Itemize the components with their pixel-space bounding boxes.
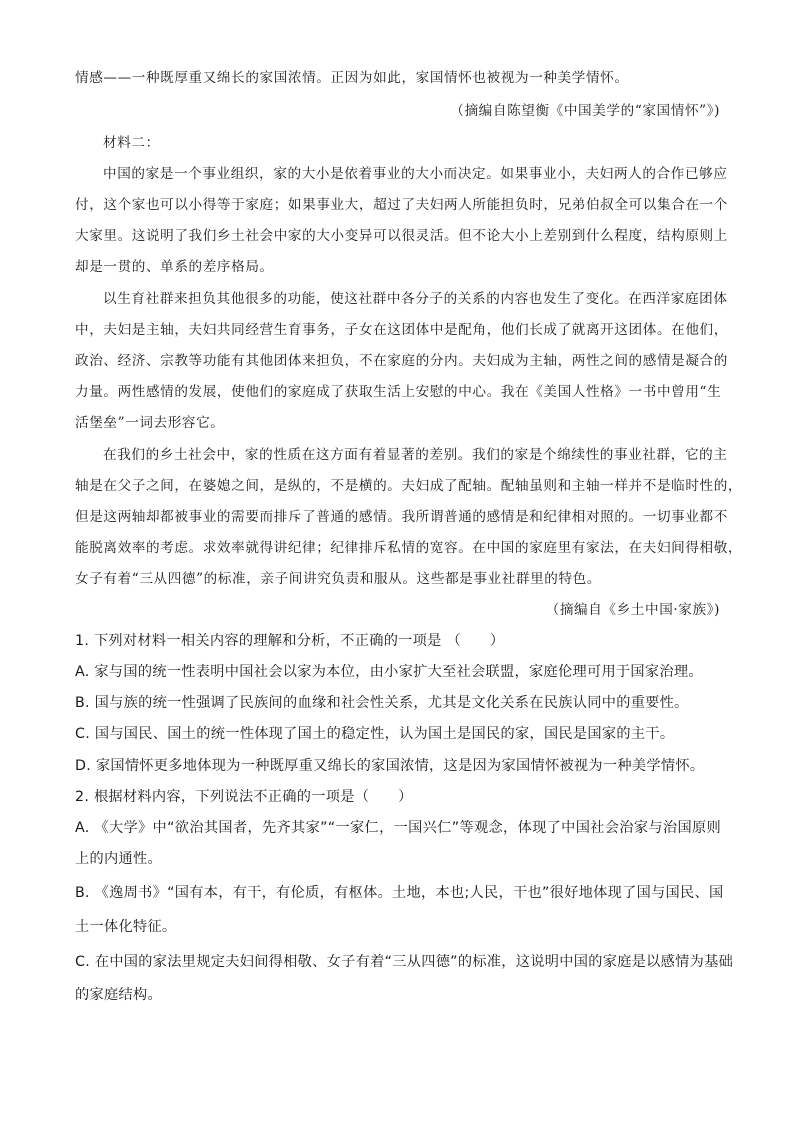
- para2-line: 政治、经济、宗教等功能有其他团体来担负，不在家庭的分内。夫妇成为主轴，两性之间的感情是凝合的: [75, 353, 728, 369]
- para3-line: 在我们的乡土社会中，家的性质在这方面有着显著的差别。我们的家是个绵续性的事业社群，它的主: [103, 447, 728, 463]
- question-2-stem: 2. 根据材料内容，下列说法不正确的一项是（ ）: [75, 789, 413, 805]
- para3-line: 女子有着“三从四德”的标准，亲子间讲究负责和服从。这些都是事业社群里的特色。: [75, 571, 602, 587]
- question-2-option-a-cont: 上的内通性。: [75, 851, 162, 867]
- question-1-option-a: A. 家与国的统一性表明中国社会以家为本位，由小家扩大至社会联盟，家庭伦理可用于国家治理。: [75, 664, 703, 680]
- para2-line: 中，夫妇是主轴，夫妇共同经营生育事务，子女在这团体中是配角，他们长成了就离开这团体。在他们，: [75, 322, 728, 338]
- question-1-option-c: C. 国与国民、国土的统一性体现了国土的稳定性，认为国土是国民的家，国民是国家的主干。: [75, 726, 675, 742]
- question-2-option-c-cont: 的家庭结构。: [75, 987, 162, 1003]
- source-citation-2: （摘编自《乡土中国·家族》): [545, 602, 720, 618]
- para3-line: 能脱离效率的考虑。求效率就得讲纪律；纪律排斥私情的宽容。在中国的家庭里有家法，在夫妇间得相敬，: [75, 540, 743, 556]
- para1-line: 付，这个家也可以小得等于家庭；如果事业大，超过了夫妇两人所能担负时，兄弟伯叔全可以集合在一个: [75, 197, 728, 213]
- passage-intro-line: 情感——一种既厚重又绵长的家国浓情。正因为如此，家国情怀也被视为一种美学情怀。: [75, 70, 629, 86]
- para2-line: 活堡垒”一词去形容它。: [75, 415, 225, 431]
- para2-line: 力量。两性感情的发展，使他们的家庭成了获取生活上安慰的中心。我在《美国人性格》一书中曾用“生: [75, 384, 722, 400]
- question-2-option-a: A. 《大学》中“欲治其国者，先齐其家”“一家仁，一国兴仁”等观念，体现了中国社会治家与治国原则: [75, 820, 721, 836]
- para3-line: 轴是在父子之间，在婆媳之间，是纵的，不是横的。夫妇成了配轴。配轴虽则和主轴一样并不是临时性的，: [75, 478, 743, 494]
- question-2-option-b-cont: 土一体化特征。: [75, 919, 177, 935]
- source-citation-1: （摘编自陈望衡《中国美学的“家国情怀”》): [450, 103, 720, 119]
- para3-line: 但是这两轴却都被事业的需要而排斥了普通的感情。我所谓普通的感情是和纪律相对照的。一切事业都不: [75, 509, 728, 525]
- para2-line: 以生育社群来担负其他很多的功能，使这社群中各分子的关系的内容也发生了变化。在西洋家庭团体: [103, 291, 728, 307]
- question-2-option-b: B. 《逸周书》“国有本，有干，有伦质，有枢体。土地，本也;人民，干也”很好地体现了国与国民、国: [75, 885, 724, 901]
- para1-line: 大家里。这说明了我们乡土社会中家的大小变异可以很灵活。但不论大小上差别到什么程度，结构原则上: [75, 228, 728, 244]
- para1-line: 却是一贯的、单系的差序格局。: [75, 259, 274, 275]
- material-2-heading: 材料二：: [103, 135, 160, 151]
- question-2-option-c: C. 在中国的家法里规定夫妇间得相敬、女子有着“三从四德”的标准，这说明中国的家庭是以感情为基础: [75, 954, 734, 970]
- question-1-option-b: B. 国与族的统一性强调了民族间的血缘和社会性关系，尤其是文化关系在民族认同中的重要性。: [75, 695, 689, 711]
- para1-line: 中国的家是一个事业组织，家的大小是依着事业的大小而决定。如果事业小，夫妇两人的合作已够应: [103, 166, 728, 182]
- question-1-option-d: D. 家国情怀更多地体现为一种既厚重又绵长的家国浓情，这是因为家国情怀被视为一种美学情怀。: [75, 758, 705, 774]
- question-1-stem: 1. 下列对材料一相关内容的理解和分析，不正确的一项是 （ ）: [75, 633, 505, 649]
